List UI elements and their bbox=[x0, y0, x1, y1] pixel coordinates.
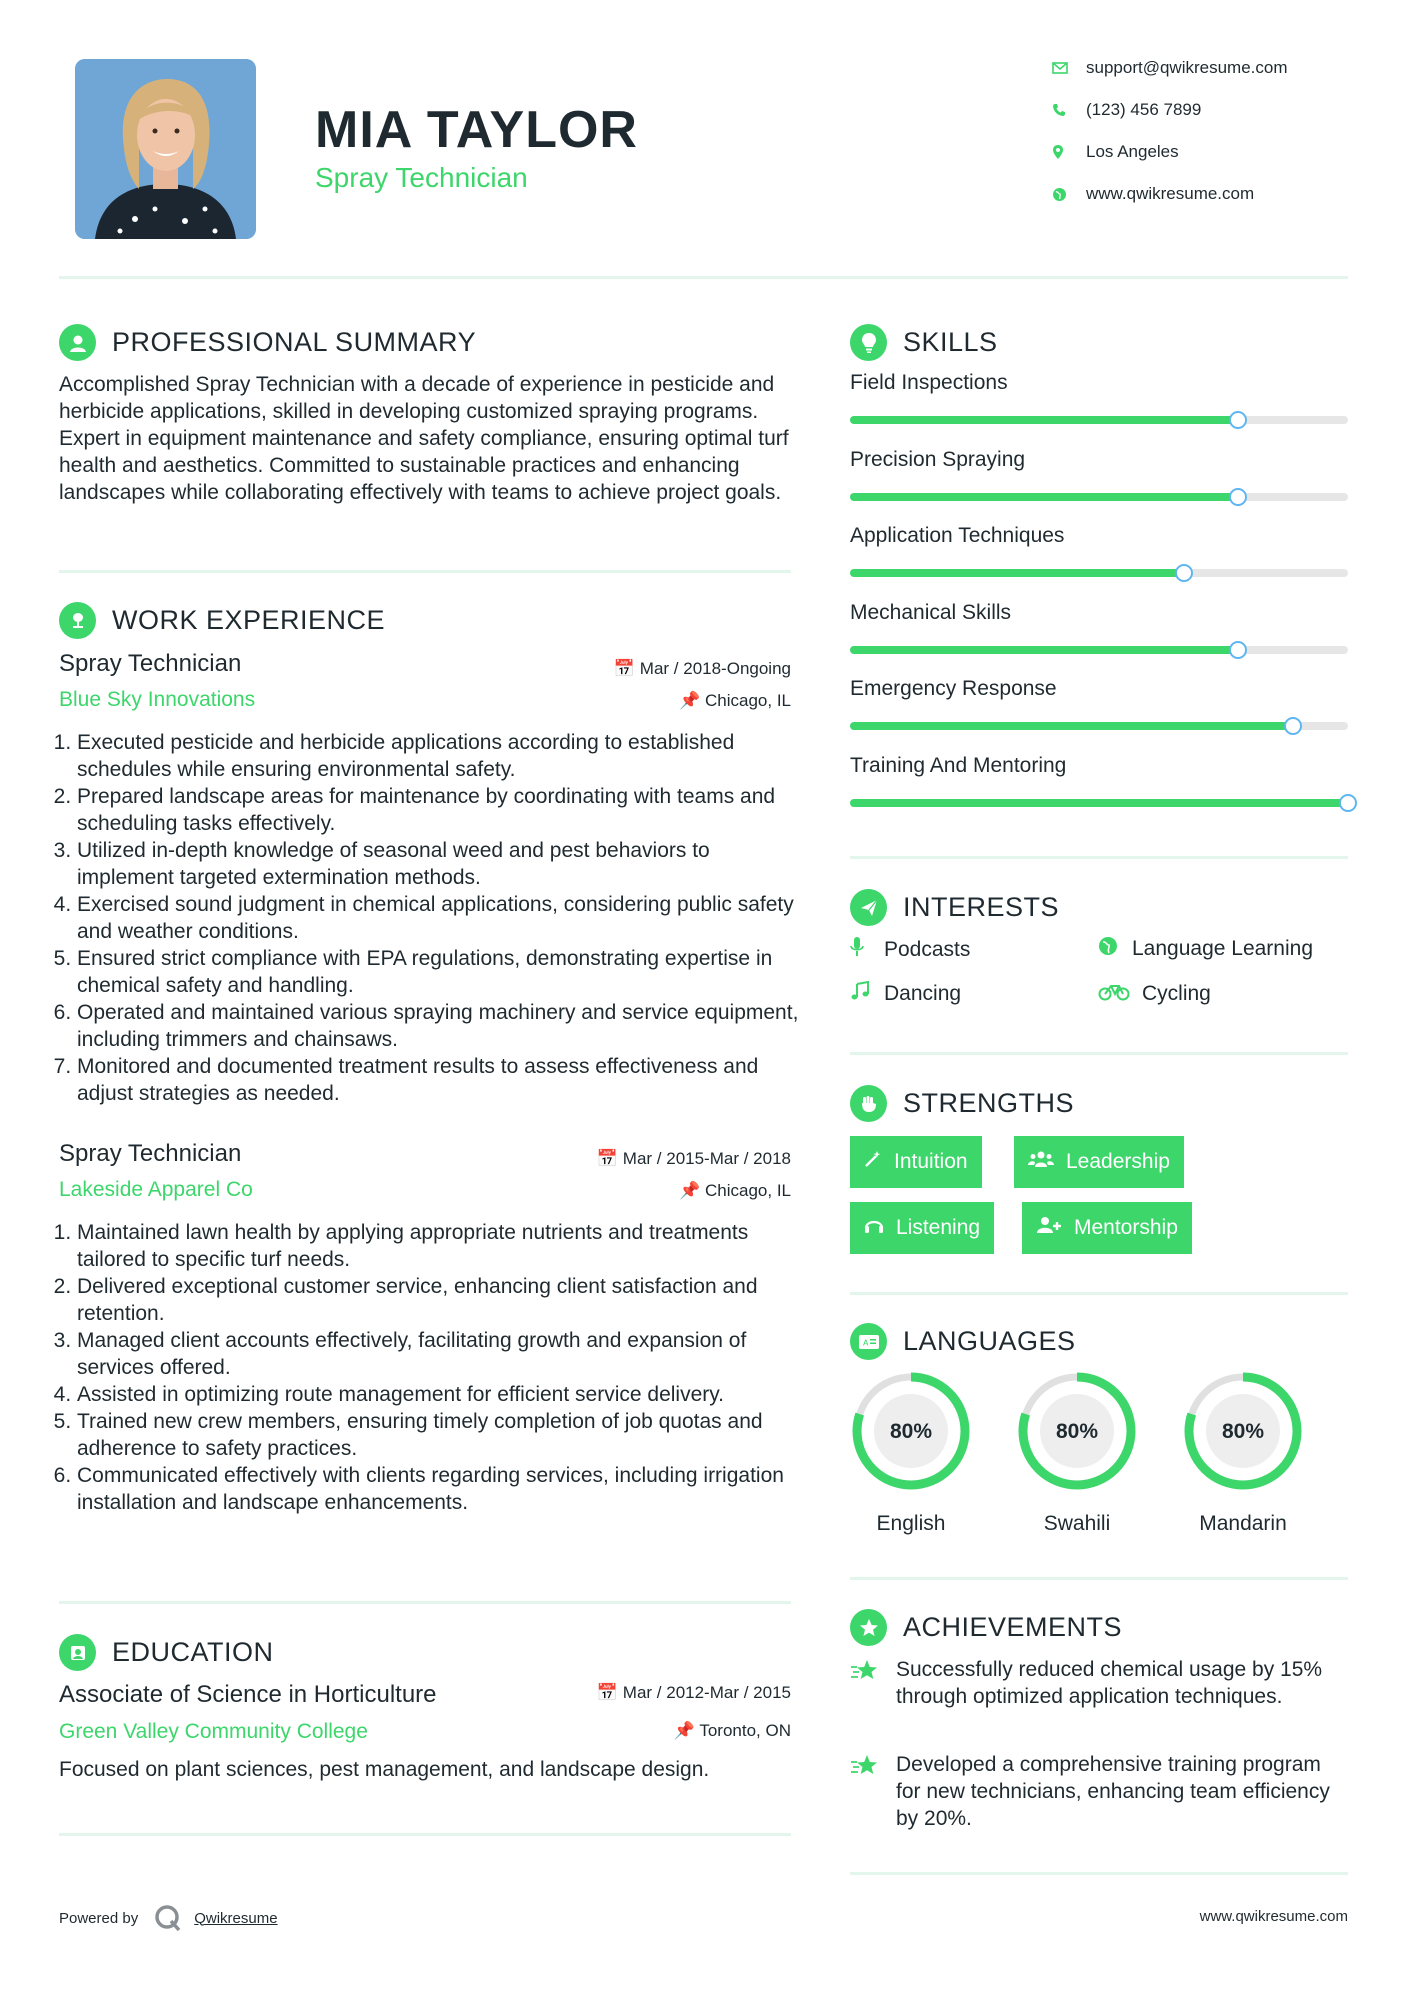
achievement-item-2: Developed a comprehensive training program for new technicians, enhancing team efficiency by 20%. bbox=[850, 1751, 1330, 1832]
summary-divider bbox=[59, 570, 791, 573]
achievements-heading: ACHIEVEMENTS bbox=[850, 1609, 1122, 1646]
list-item: 5. Trained new crew members, ensuring timely completion of job quotas and adherence to safety practices. bbox=[77, 1408, 799, 1462]
briefcase-icon bbox=[59, 602, 96, 639]
language-name: Mandarin bbox=[1199, 1512, 1287, 1535]
list-item: 1. Maintained lawn health by applying appropriate nutrients and treatments tailored to specific turf needs. bbox=[77, 1219, 799, 1273]
portrait-image bbox=[75, 59, 256, 239]
interest-language-learning: Language Learning bbox=[1098, 936, 1313, 962]
contact-email[interactable]: support@qwikresume.com bbox=[1052, 58, 1352, 78]
skill-bar-fill bbox=[850, 722, 1293, 730]
magic-wand-icon bbox=[864, 1150, 882, 1174]
experience-divider bbox=[59, 1601, 791, 1604]
job-1-date: 📅 Mar / 2018-Ongoing bbox=[613, 659, 791, 678]
experience-heading: WORK EXPERIENCE bbox=[59, 602, 385, 639]
language-ring bbox=[1181, 1369, 1305, 1493]
contact-website[interactable]: www.qwikresume.com bbox=[1052, 184, 1352, 204]
list-item: 2. Prepared landscape areas for maintenance by coordinating with teams and scheduling tasks effectively. bbox=[77, 783, 799, 837]
job-1-location: 📌 Chicago, IL bbox=[679, 691, 791, 710]
languages-heading: A LANGUAGES bbox=[850, 1323, 1076, 1360]
job-1-bullets bbox=[59, 729, 799, 1107]
language-ring bbox=[1015, 1369, 1139, 1493]
graduation-icon bbox=[59, 1634, 96, 1671]
strength-listening: Listening bbox=[850, 1202, 994, 1254]
paper-plane-icon bbox=[850, 889, 887, 926]
skill-bar-fill bbox=[850, 646, 1238, 654]
calendar-icon: 📅 bbox=[596, 1683, 619, 1702]
skill-name: Application Techniques bbox=[850, 524, 1065, 547]
contact-location: Los Angeles bbox=[1052, 142, 1352, 162]
calendar-icon: 📅 bbox=[596, 1149, 619, 1168]
skill-bar-track bbox=[850, 493, 1348, 501]
language-card-icon bbox=[850, 1323, 887, 1360]
skill-bar-knob bbox=[1229, 411, 1247, 429]
list-item: 3. Utilized in-depth knowledge of seasonal weed and pest behaviors to implement targeted extermination methods. bbox=[77, 837, 799, 891]
fist-icon bbox=[850, 1085, 887, 1122]
svg-text:A: A bbox=[862, 1338, 869, 1347]
skill-name: Precision Spraying bbox=[850, 447, 1026, 471]
skill-name: Mechanical Skills bbox=[850, 600, 1012, 624]
job-1-company: Blue Sky Innovations bbox=[59, 688, 256, 711]
skill-bar-fill bbox=[850, 569, 1184, 577]
education-text: Focused on plant sciences, pest management, and landscape design. bbox=[59, 1758, 710, 1781]
education-divider bbox=[59, 1833, 791, 1836]
skill-bar-knob bbox=[1229, 641, 1247, 659]
list-item: 5. Ensured strict compliance with EPA regulations, demonstrating expertise in chemical safety and handling. bbox=[77, 945, 799, 999]
map-pin-icon bbox=[1052, 144, 1086, 160]
candidate-name: MIA TAYLOR bbox=[315, 101, 638, 159]
music-note-icon bbox=[850, 981, 884, 1007]
strengths-divider bbox=[850, 1292, 1348, 1295]
profile-photo bbox=[75, 59, 256, 239]
interest-podcasts: Podcasts bbox=[850, 936, 970, 964]
list-item: 2. Delivered exceptional customer service, enhancing client satisfaction and retention. bbox=[77, 1273, 799, 1327]
list-item: 3. Managed client accounts effectively, facilitating growth and expansion of services offered. bbox=[77, 1327, 799, 1381]
footer-powered-by: Powered by Qwikresume bbox=[59, 1904, 278, 1932]
globe-icon bbox=[1098, 936, 1132, 962]
job-2-title: Spray Technician bbox=[59, 1140, 242, 1167]
job-2-date: 📅 Mar / 2015-Mar / 2018 bbox=[596, 1149, 791, 1168]
pushpin-icon: 📌 bbox=[673, 1721, 695, 1740]
education-date: 📅 Mar / 2012-Mar / 2015 bbox=[596, 1683, 791, 1702]
phone-icon bbox=[1052, 103, 1086, 117]
skill-bar-track bbox=[850, 722, 1348, 730]
star-badge-icon bbox=[850, 1609, 887, 1646]
list-item: 1. Executed pesticide and herbicide applications according to established schedules while ensuring environmental safety. bbox=[77, 729, 799, 783]
header-divider bbox=[59, 276, 1348, 279]
list-item: 6. Operated and maintained various spraying machinery and service equipment, including trimmers and chainsaws. bbox=[77, 999, 799, 1053]
interest-cycling: Cycling bbox=[1098, 981, 1211, 1007]
user-plus-icon bbox=[1036, 1216, 1062, 1240]
language-name: English bbox=[876, 1512, 946, 1535]
pushpin-icon: 📌 bbox=[679, 1181, 701, 1200]
summary-text: Accomplished Spray Technician with a decade of experience in pesticide and herbicide applications, skilled in developing customized spraying programs. Expert in equipment maintenance and safety compliance, ensuring optimal turf health and aesthetics. Committed to sustainable practices and enhancing landscapes while collaborating effectively with teams to achieve project goals. bbox=[59, 373, 789, 504]
star-icon bbox=[850, 1751, 896, 1832]
headphones-icon bbox=[864, 1216, 884, 1240]
globe-icon bbox=[1052, 187, 1086, 202]
calendar-icon: 📅 bbox=[613, 659, 636, 678]
skill-bar-fill bbox=[850, 799, 1348, 807]
education-degree: Associate of Science in Horticulture bbox=[59, 1681, 437, 1708]
education-heading: EDUCATION bbox=[59, 1634, 274, 1671]
footer-brand-link[interactable]: Qwikresume bbox=[194, 1909, 278, 1927]
language-ring bbox=[849, 1369, 973, 1493]
interest-dancing: Dancing bbox=[850, 981, 961, 1007]
education-location: 📌 Toronto, ON bbox=[673, 1721, 791, 1740]
skill-bar-track bbox=[850, 569, 1348, 577]
achievements-divider bbox=[850, 1872, 1348, 1875]
skill-name: Emergency Response bbox=[850, 677, 1057, 700]
skill-bar-fill bbox=[850, 493, 1238, 501]
job-1-title: Spray Technician bbox=[59, 650, 242, 677]
skills-heading: SKILLS bbox=[850, 324, 998, 361]
skill-bar-knob bbox=[1339, 794, 1357, 812]
bicycle-icon bbox=[1098, 981, 1142, 1007]
users-icon bbox=[1028, 1150, 1054, 1174]
candidate-role: Spray Technician bbox=[315, 162, 528, 193]
language-item bbox=[1015, 1369, 1139, 1536]
user-icon bbox=[59, 324, 96, 361]
job-2-location: 📌 Chicago, IL bbox=[679, 1181, 791, 1200]
achievement-item-1: Successfully reduced chemical usage by 15% through optimized application techniques. bbox=[850, 1656, 1330, 1710]
interests-heading: INTERESTS bbox=[850, 889, 1059, 926]
language-name: Swahili bbox=[1043, 1512, 1111, 1535]
language-percent: 80% bbox=[889, 1420, 933, 1443]
skills-divider bbox=[850, 856, 1348, 859]
job-2-bullets bbox=[59, 1219, 799, 1516]
language-percent: 80% bbox=[1055, 1420, 1099, 1443]
envelope-icon bbox=[1052, 62, 1086, 74]
pushpin-icon: 📌 bbox=[679, 691, 701, 710]
language-item bbox=[1181, 1369, 1305, 1536]
contact-phone[interactable]: (123) 456 7899 bbox=[1052, 100, 1352, 120]
strength-leadership: Leadership bbox=[1014, 1136, 1184, 1188]
skill-name: Field Inspections bbox=[850, 371, 1008, 394]
footer-url[interactable]: www.qwikresume.com bbox=[1199, 1908, 1348, 1925]
skill-name: Training And Mentoring bbox=[850, 753, 1067, 777]
education-school: Green Valley Community College bbox=[59, 1720, 368, 1743]
skill-bar-fill bbox=[850, 416, 1238, 424]
list-item: 6. Communicated effectively with clients regarding services, including irrigation installation and landscape enhancements. bbox=[77, 1462, 799, 1516]
skill-bar-track bbox=[850, 416, 1348, 424]
skill-bar-knob bbox=[1229, 488, 1247, 506]
microphone-icon bbox=[850, 936, 884, 964]
language-percent: 80% bbox=[1221, 1420, 1265, 1443]
skill-bar-knob bbox=[1175, 564, 1193, 582]
language-item bbox=[849, 1369, 973, 1536]
star-icon bbox=[850, 1656, 896, 1710]
summary-heading: PROFESSIONAL SUMMARY bbox=[59, 324, 476, 361]
interests-divider bbox=[850, 1052, 1348, 1055]
strengths-heading: STRENGTHS bbox=[850, 1085, 1074, 1122]
list-item: 4. Assisted in optimizing route management for efficient service delivery. bbox=[77, 1381, 799, 1408]
qwikresume-logo-icon bbox=[154, 1904, 182, 1932]
skill-bar-track bbox=[850, 646, 1348, 654]
skill-bar-track bbox=[850, 799, 1348, 807]
skill-bar-knob bbox=[1284, 717, 1302, 735]
job-2-company: Lakeside Apparel Co bbox=[59, 1178, 253, 1201]
list-item: 4. Exercised sound judgment in chemical applications, considering public safety and weather conditions. bbox=[77, 891, 799, 945]
strength-intuition: Intuition bbox=[850, 1136, 982, 1188]
lightbulb-icon bbox=[850, 324, 887, 361]
list-item: 7. Monitored and documented treatment results to assess effectiveness and adjust strategies as needed. bbox=[77, 1053, 799, 1107]
strength-mentorship: Mentorship bbox=[1022, 1202, 1192, 1254]
languages-divider bbox=[850, 1577, 1348, 1580]
